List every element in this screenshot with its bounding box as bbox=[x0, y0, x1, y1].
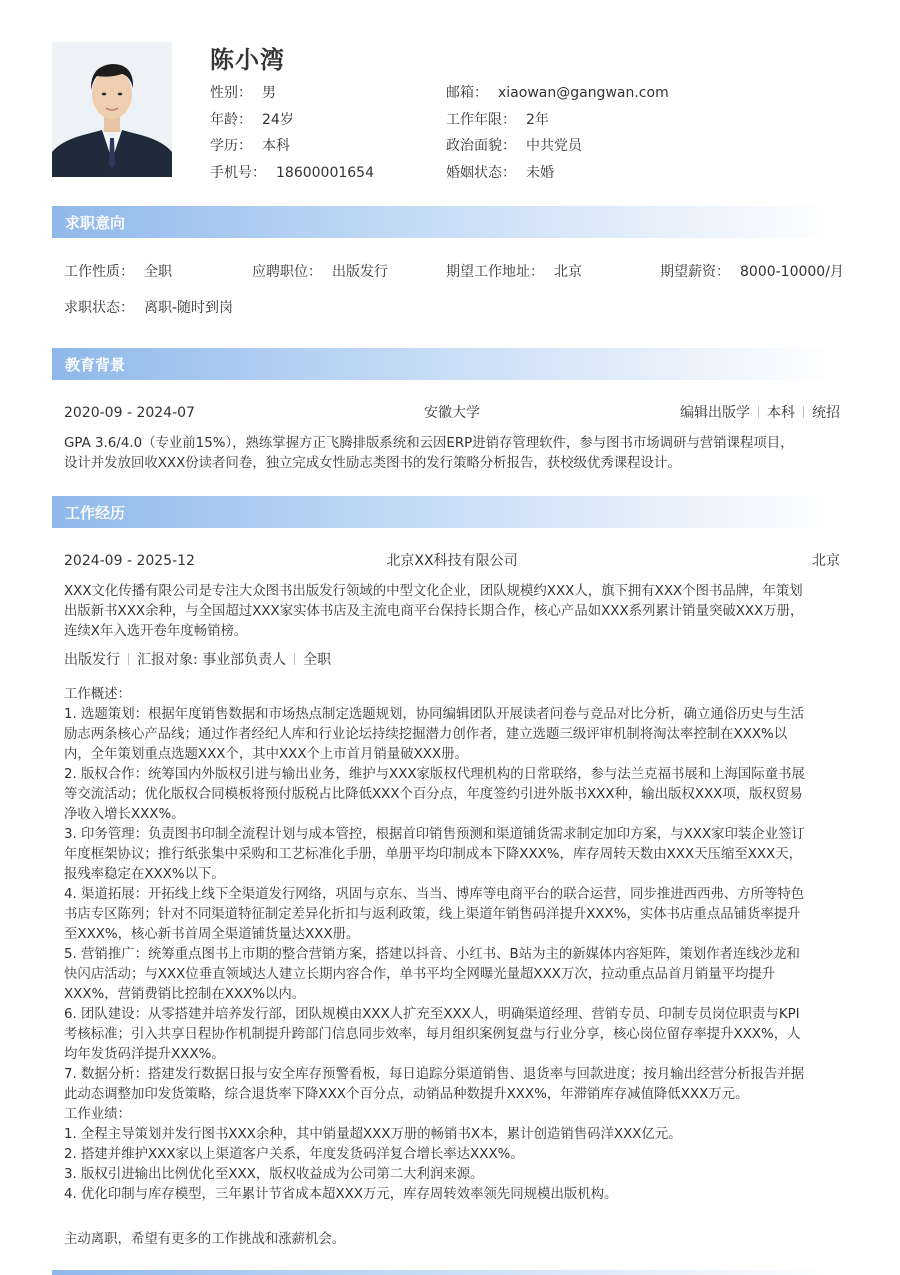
work-details: 工作概述： 1. 选题策划：根据年度销售数据和市场热点制定选题规划，协同编辑团队开展读者问卷与竞品对比分析，确立通俗历史与生活 励志两条核心产品线；通过作者经纪人库和行业论坛持续挖掘潜力创作者，建立选题三级评审机制将淘汰率控制在XXX%以 内，全年策划重点选题XXX个，其中XXX个上市首月销量破XXX册。 2. 版权合作：统筹国内外版权引进与输出业务，维护与XXX家版权代理机构的日常联络，参与法兰克福书展和上海国际童书展 等交流活动；优化版权合同模板将预付版税占比降低XXX个百分点，年度签约引进外版书XXX种，输出版权XXX项，版权贸易 净收入增长XXX%。 3. 印务管理：负责图书印制全流程计划与成本管控，根据首印销售预测和渠道铺货需求制定加印方案，与XXX家印装企业签订 年度框架协议；推行纸张集中采购和工艺标准化手册，单册平均印制成本下降XXX%，库存周转天数由XXX天压缩至XXX天， 报残率稳定在XXX%以下。 4. 渠道拓展：开拓线上线下全渠道发行网络，巩固与京东、当当、博库等电商平台的联合运营，同步推进西西弗、方所等特色 书店专区陈列；针对不同渠道特征制定差异化折扣与返利政策，线上渠道年销售码洋提升XXX%，实体书店重点品铺货率提升 至XXX%，核心新书首周全渠道铺货量达XXX册。 5. 营销推广：统筹重点图书上市期的整合营销方案，搭建以抖音、小红书、B站为主的新媒体内容矩阵，策划作者连线沙龙和 快闪店活动；与XXX位垂直领域达人建立长期内容合作，单书平均全网曝光量超XXX万次，拉动重点品首月销量平均提升 XXX%，营销费销比控制在XXX%以内。 6. 团队建设：从零搭建并培养发行部，团队规模由XXX人扩充至XXX人，明确渠道经理、营销专员、印制专员岗位职责与KPI 考核标准；引入共享日程协作机制提升跨部门信息同步效率，每月组织案例复盘与行业分享，核心岗位留存率提升XXX%，人 均年发货码洋提升XXX%。 7. 数据分析：搭建发行数据日报与安全库存预警看板，每日追踪分渠道销售、退货率与回款进度；按月输出经营分析报告并据 此动态调整加印发货策略，综合退货率下降XXX个百分点，动销品种数提升XXX%，年滞销库存减值降低XXX万元。 工作业绩： 1. 全程主导策划并发行图书XXX余种，其中销量超XXX万册的畅销书X本，累计创造销售码洋XXX亿元。 2. 搭建并维护XXX家以上渠道客户关系，年度发货码洋复合增长率达XXX%。 3. 版权引进输出比例优化至XXX，版权收益成为公司第二大利润来源。 4. 优化印制与库存模型，三年累计节省成本超XXX万元，库存周转效率领先同规模出版机构。 bbox=[64, 687, 805, 1202]
info-marital: 婚姻状态： 未婚 bbox=[446, 164, 554, 181]
education-period: 2020-09 - 2024-07 bbox=[64, 405, 195, 421]
education-school: 安徽大学 bbox=[424, 405, 480, 421]
intent-salary: 期望薪资： 8000-10000/月 bbox=[660, 264, 844, 280]
section-title-intent: 求职意向 bbox=[65, 214, 126, 232]
work-period: 2024-09 - 2025-12 bbox=[64, 553, 195, 569]
work-leave-reason: 主动离职，希望有更多的工作挑战和涨薪机会。 bbox=[64, 1232, 346, 1247]
section-header-work bbox=[52, 496, 840, 528]
education-description: GPA 3.6/4.0（专业前15%），熟练掌握方正飞腾排版系统和云因ERP进销存管理软件，参与图书市场调研与营销课程项目， 设计并发放回收XXX份读者问卷，独立完成女性励志类图书的发行策略分析报告，获校级优秀课程设计。 bbox=[64, 436, 794, 471]
candidate-name: 陈小湾 bbox=[210, 46, 285, 74]
education-header-row bbox=[64, 404, 840, 422]
work-tags bbox=[64, 651, 331, 669]
section-header-education bbox=[52, 348, 840, 380]
work-header-row bbox=[64, 552, 840, 570]
intent-position: 应聘职位： 出版发行 bbox=[252, 264, 388, 280]
section-header-intent bbox=[52, 206, 840, 238]
work-tag-type: 全职 bbox=[303, 652, 332, 668]
info-email: 邮箱： xiaowan@gangwan.com bbox=[446, 85, 669, 101]
education-tags bbox=[680, 404, 840, 422]
work-company-description: XXX文化传播有限公司是专注大众图书出版发行领域的中型文化企业，团队规模约XXX人，旗下拥有XXX个图书品牌，年策划 出版新书XXX余种，与全国超过XXX家实体书店及主流电商平台保持长期合作，核心产品如XXX系列累计销量突破XXX万册， 连续X年入选开卷年度畅销榜。 bbox=[64, 584, 804, 639]
basic-info-right bbox=[446, 84, 669, 190]
info-education: 学历： 本科 bbox=[210, 138, 290, 154]
info-phone: 手机号： 18600001654 bbox=[210, 164, 374, 181]
education-degree: 本科 bbox=[767, 405, 795, 421]
info-gender: 性别： 男 bbox=[210, 85, 276, 101]
intent-job-type: 工作性质： 全职 bbox=[64, 264, 172, 280]
section-title-work: 工作经历 bbox=[65, 504, 126, 522]
intent-status: 求职状态： 离职-随时到岗 bbox=[64, 300, 234, 316]
info-age: 年龄： 24岁 bbox=[210, 111, 294, 128]
intent-location: 期望工作地址： 北京 bbox=[446, 264, 582, 280]
education-mode: 统招 bbox=[812, 405, 840, 421]
work-tag-function: 出版发行 bbox=[64, 652, 120, 668]
section-title-education: 教育背景 bbox=[65, 356, 126, 374]
work-company: 北京XX科技有限公司 bbox=[386, 553, 518, 569]
info-political: 政治面貌： 中共党员 bbox=[446, 138, 582, 154]
next-section-header-edge bbox=[52, 1270, 840, 1275]
education-major: 编辑出版学 bbox=[680, 405, 750, 421]
work-city: 北京 bbox=[812, 553, 840, 569]
work-tag-report: 汇报对象: 事业部负责人 bbox=[137, 652, 287, 668]
basic-info-left bbox=[210, 84, 374, 190]
info-work-years: 工作年限： 2年 bbox=[446, 111, 549, 128]
profile-photo bbox=[52, 42, 172, 177]
